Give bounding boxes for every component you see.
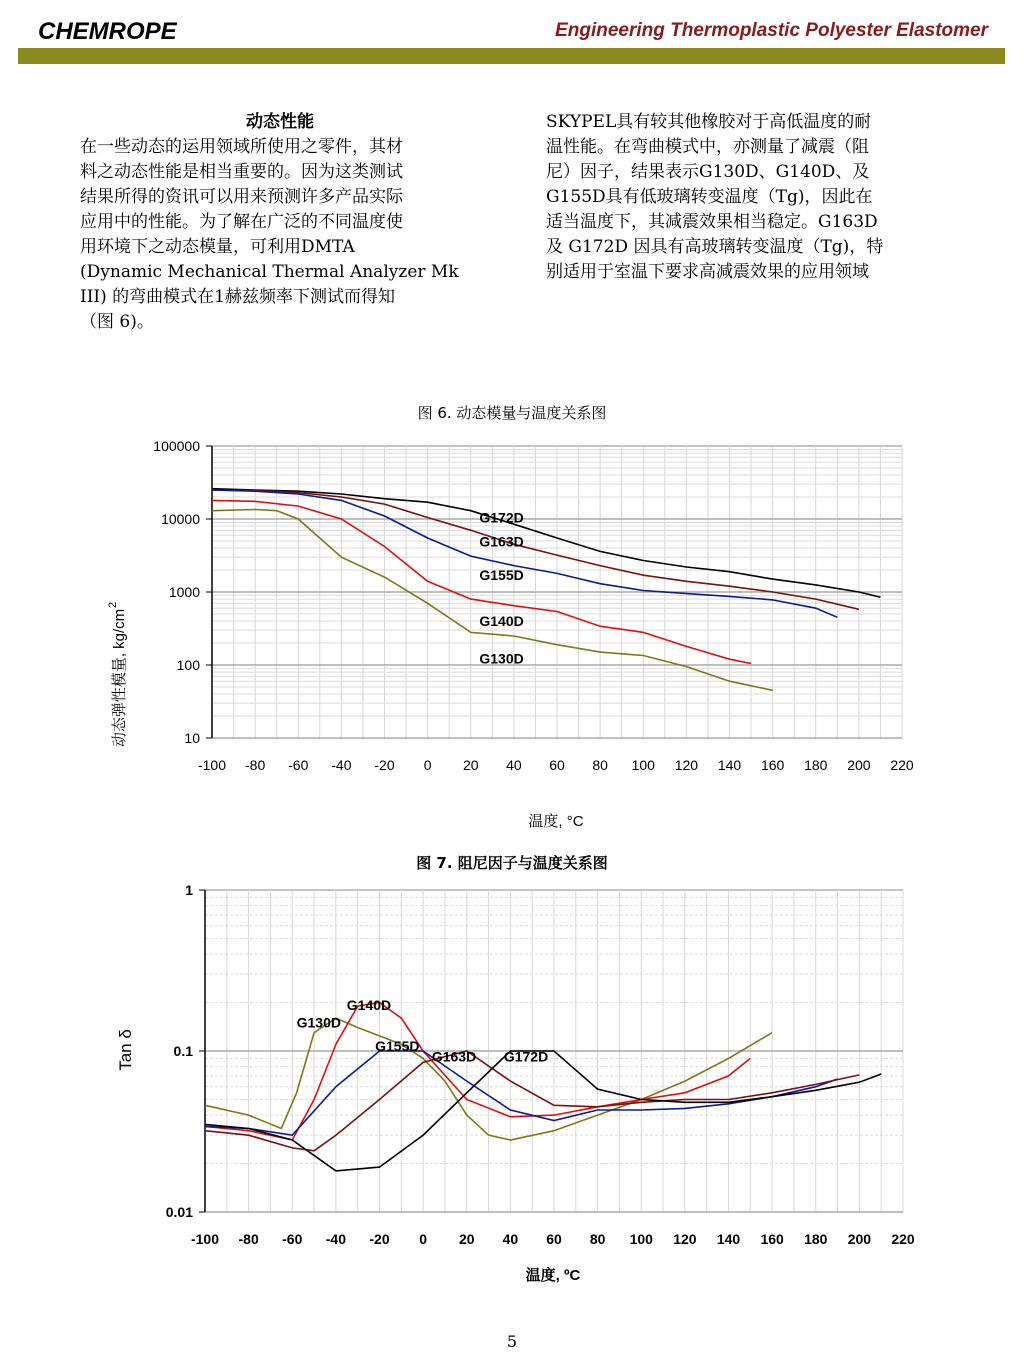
series-label: G163D — [479, 533, 524, 550]
x-tick-label: 120 — [674, 757, 699, 773]
right-line: 别适用于室温下要求高减震效果的应用领域 — [546, 262, 869, 282]
chart2-title: 图 7. 阻尼因子与温度关系图 — [416, 854, 608, 872]
x-axis-label: 温度, ºC — [525, 1267, 581, 1284]
header-rule — [18, 48, 1005, 64]
right-line: 适当温度下，其减震效果相当稳定。G163D — [546, 212, 878, 232]
x-tick-label: -60 — [288, 757, 309, 773]
y-tick-label: 0.01 — [165, 1204, 193, 1220]
x-tick-label: 180 — [804, 1231, 828, 1247]
y-tick-label: 1 — [185, 882, 193, 898]
x-tick-label: 140 — [716, 1231, 741, 1247]
x-tick-label: 220 — [891, 1231, 915, 1247]
series-label: G130D — [296, 1014, 341, 1031]
x-tick-label: -60 — [282, 1231, 303, 1247]
section-title: 动态性能 — [246, 112, 314, 132]
x-tick-label: 0 — [423, 757, 432, 773]
left-line: 结果所得的资讯可以用来预测许多产品实际 — [80, 187, 403, 207]
x-tick-label: -80 — [238, 1231, 259, 1247]
y-tick-label: 100000 — [153, 438, 200, 454]
y-tick-label: 10000 — [161, 511, 200, 527]
left-line: 料之动态性能是相当重要的。因为这类测试 — [80, 162, 403, 182]
right-line: 温性能。在弯曲模式中，亦测量了减震（阻 — [546, 137, 869, 157]
x-tick-label: 80 — [592, 757, 608, 773]
x-tick-label: 20 — [462, 757, 479, 773]
left-line: 用环境下之动态模量，可利用DMTA — [80, 237, 355, 257]
damping-chart — [0, 878, 1024, 1308]
y-axis-label: 动态弹性模量, kg/cm — [111, 608, 128, 748]
x-tick-label: -40 — [325, 1231, 346, 1247]
x-tick-label: 60 — [549, 757, 565, 773]
modulus-chart — [0, 432, 1024, 872]
y-tick-label: 1000 — [168, 584, 200, 600]
series-label: G140D — [346, 996, 392, 1013]
page-number: 5 — [506, 1332, 518, 1351]
series-label: G155D — [479, 567, 524, 584]
x-tick-label: 120 — [673, 1231, 697, 1247]
y-tick-label: 100 — [176, 657, 200, 673]
x-tick-label: 100 — [631, 757, 655, 773]
x-tick-label: -20 — [369, 1231, 390, 1247]
x-tick-label: 0 — [419, 1231, 428, 1247]
x-tick-label: 140 — [717, 757, 742, 773]
y-axis-label-superscript: 2 — [107, 601, 119, 608]
series-label: G155D — [375, 1038, 420, 1054]
right-line: 及 G172D 因具有高玻璃转变温度（Tg)，特 — [546, 237, 884, 257]
series-label: G140D — [479, 613, 524, 630]
x-tick-label: 40 — [502, 1231, 519, 1247]
series-label: G130D — [479, 650, 524, 667]
y-axis-label: Tan δ — [116, 1029, 135, 1071]
left-line: （图 6)。 — [80, 312, 154, 332]
x-tick-label: 100 — [629, 1231, 653, 1247]
right-column — [546, 110, 946, 285]
x-axis-label: 温度, °C — [528, 813, 584, 830]
right-line: 尼）因子，结果表示G130D、G140D、及 — [546, 162, 870, 182]
document-subtitle: Engineering Thermoplastic Polyester Elastomer — [555, 20, 988, 41]
left-line: 应用中的性能。为了解在广泛的不同温度使 — [80, 212, 403, 232]
y-tick-label: 0.1 — [173, 1043, 193, 1059]
chart1-title: 图 6. 动态模量与温度关系图 — [417, 404, 607, 422]
x-tick-label: 160 — [760, 1231, 784, 1247]
x-tick-label: 180 — [804, 757, 828, 773]
x-tick-label: 200 — [847, 757, 871, 773]
x-tick-label: 160 — [760, 757, 785, 773]
brand-logo: CHEMROPE — [38, 18, 177, 45]
left-line: 在一些动态的运用领域所使用之零件，其材 — [80, 137, 403, 157]
x-tick-label: -100 — [197, 757, 227, 773]
left-line: III) 的弯曲模式在1赫兹频率下测试而得知 — [80, 287, 395, 307]
x-tick-label: -20 — [374, 757, 395, 773]
series-label: G172D — [479, 509, 524, 526]
x-tick-label: -40 — [331, 757, 352, 773]
left-line: (Dynamic Mechanical Thermal Analyzer Mk — [80, 262, 459, 282]
series-label: G172D — [503, 1048, 549, 1065]
x-tick-label: 60 — [546, 1231, 562, 1247]
x-tick-label: 80 — [589, 1231, 606, 1247]
series-label: G163D — [431, 1048, 477, 1065]
x-tick-label: 200 — [847, 1231, 872, 1247]
x-tick-label: 20 — [458, 1231, 475, 1247]
x-tick-label: 40 — [506, 757, 522, 773]
right-line: SKYPEL具有较其他橡胶对于高低温度的耐 — [546, 112, 872, 132]
right-line: G155D具有低玻璃转变温度（Tg)，因此在 — [546, 187, 873, 207]
y-tick-label: 10 — [184, 730, 200, 746]
left-column — [80, 110, 480, 335]
x-tick-label: 220 — [890, 757, 914, 773]
x-tick-label: -100 — [190, 1231, 220, 1247]
x-tick-label: -80 — [245, 757, 266, 773]
